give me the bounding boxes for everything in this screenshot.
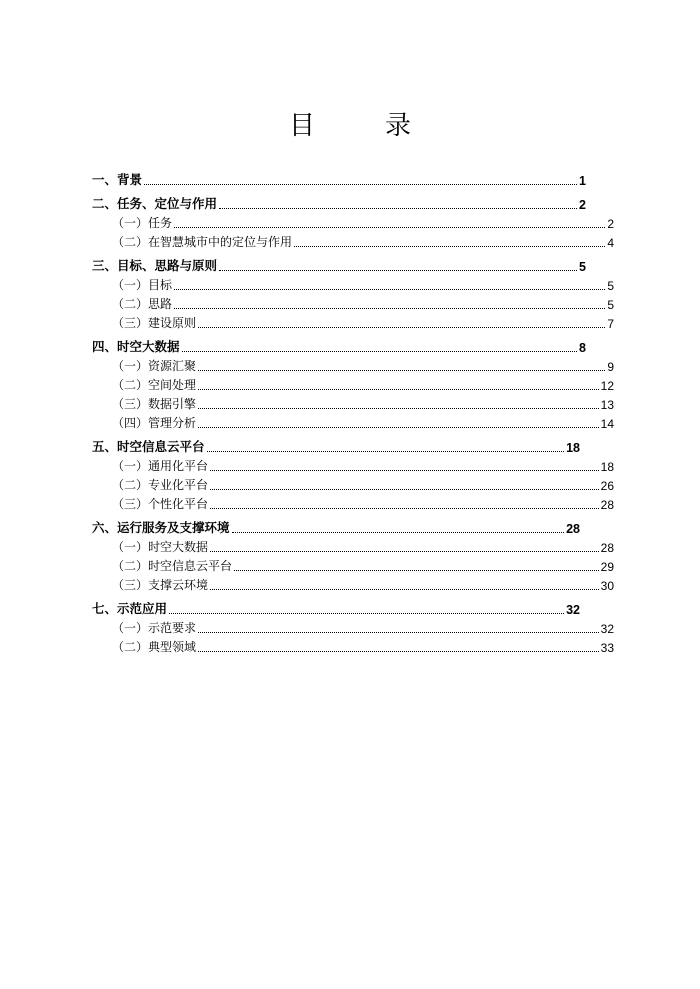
toc-subsection[interactable] xyxy=(112,536,614,555)
toc-subsection-label: （二）专业化平台 xyxy=(112,478,209,492)
toc-section-label: 四、时空大数据 xyxy=(92,339,180,354)
dot-leader xyxy=(219,258,577,272)
toc-subsection[interactable] xyxy=(112,617,614,636)
toc-page-number: 12 xyxy=(600,379,614,393)
toc-section-label: 一、背景 xyxy=(92,172,143,187)
toc-page-number: 5 xyxy=(607,298,614,312)
toc-page-number: 8 xyxy=(579,341,586,355)
toc-page-number: 2 xyxy=(579,198,586,212)
toc-subsection-label: （一）时空大数据 xyxy=(112,540,209,554)
toc-subsection[interactable] xyxy=(112,231,614,250)
toc-subsection-label: （二）时空信息云平台 xyxy=(112,559,233,573)
toc-title: 目 录 xyxy=(288,111,433,141)
toc-section-label: 五、时空信息云平台 xyxy=(92,439,205,454)
toc-section-3[interactable] xyxy=(92,254,586,274)
toc-page-number: 13 xyxy=(600,398,614,412)
dot-leader xyxy=(174,215,605,228)
toc-section-2[interactable] xyxy=(92,192,586,212)
dot-leader xyxy=(198,415,599,428)
toc-subsection-label: （三）支撑云环境 xyxy=(112,578,209,592)
toc-page-number: 33 xyxy=(600,641,614,655)
toc-page-number: 32 xyxy=(566,603,580,617)
toc-subsection[interactable] xyxy=(112,455,614,474)
toc-page-number: 18 xyxy=(600,460,614,474)
toc-page-number: 29 xyxy=(600,560,614,574)
dot-leader xyxy=(198,620,599,633)
dot-leader xyxy=(210,539,599,552)
toc-page-number: 28 xyxy=(600,498,614,512)
toc-page-number: 5 xyxy=(579,260,586,274)
toc-subsection[interactable] xyxy=(112,574,614,593)
toc-subsection[interactable] xyxy=(112,412,614,431)
dot-leader xyxy=(210,458,599,471)
toc-page-number: 26 xyxy=(600,479,614,493)
toc-page-number: 7 xyxy=(607,317,614,331)
toc-page-number: 5 xyxy=(607,279,614,293)
dot-leader xyxy=(210,577,599,590)
toc-subsection-label: （三）个性化平台 xyxy=(112,497,209,511)
toc-section-label: 六、运行服务及支撑环境 xyxy=(92,520,230,535)
toc-section-5[interactable] xyxy=(92,435,580,455)
toc-page-number: 9 xyxy=(607,360,614,374)
toc-subsection[interactable] xyxy=(112,212,614,231)
dot-leader xyxy=(182,339,578,353)
toc-subsection[interactable] xyxy=(112,293,614,312)
toc-page-number: 30 xyxy=(600,579,614,593)
dot-leader xyxy=(198,639,599,652)
toc-subsection[interactable] xyxy=(112,636,614,655)
toc-page-number: 14 xyxy=(600,417,614,431)
dot-leader xyxy=(294,234,605,247)
toc-page-number: 32 xyxy=(600,622,614,636)
toc-page-number: 28 xyxy=(566,522,580,536)
toc-subsection[interactable] xyxy=(112,312,614,331)
dot-leader xyxy=(198,396,599,409)
toc-subsection-label: （四）管理分析 xyxy=(112,416,197,430)
toc-subsection[interactable] xyxy=(112,374,614,393)
toc-list xyxy=(92,168,614,655)
toc-section-4[interactable] xyxy=(92,335,586,355)
toc-subsection-label: （一）资源汇聚 xyxy=(112,359,197,373)
toc-subsection-label: （二）典型领域 xyxy=(112,640,197,654)
toc-subsection[interactable] xyxy=(112,555,614,574)
toc-subsection-label: （三）数据引擎 xyxy=(112,397,197,411)
toc-section-label: 三、目标、思路与原则 xyxy=(92,258,218,273)
dot-leader xyxy=(219,196,577,210)
toc-subsection-label: （二）空间处理 xyxy=(112,378,197,392)
dot-leader xyxy=(232,520,565,534)
toc-subsection[interactable] xyxy=(112,493,614,512)
dot-leader xyxy=(198,358,605,371)
dot-leader xyxy=(174,277,605,290)
toc-subsection[interactable] xyxy=(112,393,614,412)
toc-section-label: 七、示范应用 xyxy=(92,601,168,616)
toc-subsection-label: （一）目标 xyxy=(112,278,173,292)
dot-leader xyxy=(210,477,599,490)
toc-subsection[interactable] xyxy=(112,474,614,493)
dot-leader xyxy=(198,377,599,390)
toc-section-7[interactable] xyxy=(92,597,580,617)
dot-leader xyxy=(207,439,565,453)
toc-subsection-label: （一）通用化平台 xyxy=(112,459,209,473)
toc-subsection-label: （三）建设原则 xyxy=(112,316,197,330)
toc-page-number: 1 xyxy=(579,174,586,188)
dot-leader xyxy=(174,296,605,309)
toc-section-6[interactable] xyxy=(92,516,580,536)
dot-leader xyxy=(144,172,577,186)
toc-section-1[interactable] xyxy=(92,168,586,188)
toc-page-number: 28 xyxy=(600,541,614,555)
dot-leader xyxy=(169,601,564,615)
toc-subsection-label: （二）思路 xyxy=(112,297,173,311)
toc-subsection[interactable] xyxy=(112,355,614,374)
dot-leader xyxy=(210,496,599,509)
toc-page-number: 4 xyxy=(607,236,614,250)
toc-subsection-label: （一）任务 xyxy=(112,216,173,230)
toc-page-number: 2 xyxy=(607,217,614,231)
toc-section-label: 二、任务、定位与作用 xyxy=(92,196,218,211)
toc-subsection-label: （一）示范要求 xyxy=(112,621,197,635)
toc-page-number: 18 xyxy=(566,441,580,455)
toc-subsection[interactable] xyxy=(112,274,614,293)
dot-leader xyxy=(234,558,599,571)
toc-subsection-label: （二）在智慧城市中的定位与作用 xyxy=(112,235,293,249)
dot-leader xyxy=(198,315,605,328)
